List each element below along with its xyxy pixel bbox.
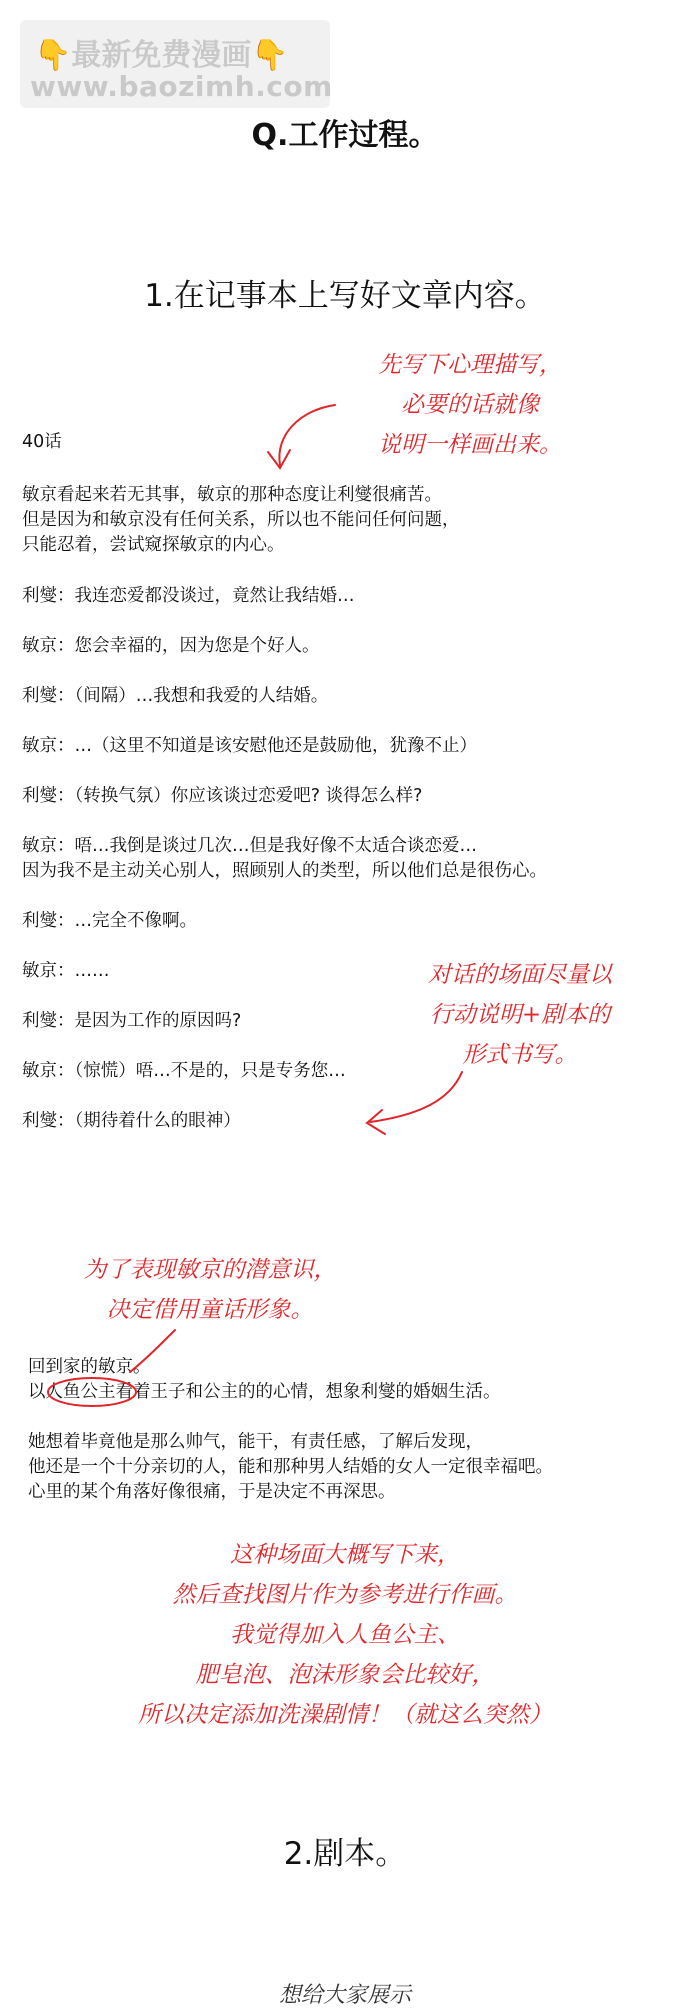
note3-line1: 为了表现敏京的潜意识， (83, 1257, 337, 1283)
handwritten-note-3 (40, 1250, 380, 1330)
note3-line2: 决定借用童话形象。 (106, 1297, 314, 1323)
note2-line3: 形式书写。 (462, 1042, 578, 1068)
dialogue-line: 利燮：我连恋爱都没谈过，竟然让我结婚… (22, 586, 355, 606)
note4-line3: 我觉得加入人鱼公主、 (230, 1622, 460, 1648)
dialogue-line: 敏京：唔…我倒是谈过几次…但是我好像不太适合谈恋爱… (22, 836, 477, 856)
section1-title: 1.在记事本上写好文章内容。 (144, 278, 546, 314)
scene-line-2: 以人鱼公主看着王子和公主的的心情，想象利燮的婚姻生活。 (28, 1382, 501, 1402)
note2-line1: 对话的场面尽量以 (428, 962, 612, 988)
para1-line3: 只能忍着，尝试窥探敏京的内心。 (22, 535, 285, 555)
scene-line-1: 回到家的敏京。 (28, 1357, 151, 1377)
script-paragraph-1 (22, 483, 460, 558)
dialogue-line: 利燮：（转换气氛）你应该谈过恋爱吧? 谈得怎么样? (22, 786, 423, 806)
note1-line2: 必要的话就像 (401, 392, 539, 418)
dialogue-line: 敏京：…… (22, 961, 110, 981)
section2-title: 2.剧本。 (283, 1836, 407, 1872)
note4-line5: 所以决定添加洗澡剧情！（就这么突然） (138, 1702, 552, 1728)
dialogue-line: 利燮：是因为工作的原因吗? (22, 1011, 242, 1031)
note4-line1: 这种场面大概写下来， (230, 1542, 460, 1568)
handwritten-note-2 (370, 955, 670, 1075)
note4-line2: 然后查找图片作为参考进行作画。 (172, 1582, 518, 1608)
para1-line2: 但是因为和敏京没有任何关系，所以也不能问任何问题， (22, 510, 460, 530)
dialogue-line: 敏京：…（这里不知道是该安慰他还是鼓励他，犹豫不止） (22, 736, 477, 756)
bottom-partial-text: 想给大家展示 (278, 1983, 411, 2008)
note2-line2: 行动说明+剧本的 (429, 1002, 611, 1028)
para1-line1: 敏京看起来若无其事，敏京的那种态度让利燮很痛苦。 (22, 485, 442, 505)
handwritten-note-4 (0, 1535, 690, 1735)
episode-label: 40话 (22, 432, 62, 452)
dialogue-line: 敏京：（惊慌）唔…不是的，只是专务您… (22, 1061, 346, 1081)
scene-p2-line1: 她想着毕竟他是那么帅气，能干，有责任感，了解后发现， (28, 1432, 483, 1452)
watermark-line1: 👇最新免费漫画👇 (34, 38, 289, 73)
arrow-note2-head (367, 1110, 385, 1134)
dialogue-line: 利燮：（间隔）…我想和我爱的人结婚。 (22, 686, 329, 706)
arrow-note1-head (268, 450, 290, 468)
watermark-url: www.baozimh.com (30, 70, 333, 103)
scene-p2-line3: 心里的某个角落好像很痛，于是决定不再深思。 (28, 1482, 396, 1502)
scene-p2-line2: 他还是一个十分亲切的人，能和那种男人结婚的女人一定很幸福吧。 (28, 1457, 553, 1477)
scene-paragraph-2 (28, 1430, 553, 1505)
dialogue-line: 利燮：…完全不像啊。 (22, 911, 197, 931)
note1-line1: 先写下心理描写， (378, 352, 562, 378)
handwritten-note-1 (320, 345, 620, 465)
dialogue-line: 利燮：（期待着什么的眼神） (22, 1111, 241, 1131)
note4-line4: 肥皂泡、泡沫形象会比较好， (195, 1662, 495, 1688)
dialogue-line: 敏京：您会幸福的，因为您是个好人。 (22, 636, 320, 656)
note1-line3: 说明一样画出来。 (378, 432, 562, 458)
page-heading: Q.工作过程。 (251, 118, 439, 153)
arrow-note2 (370, 1072, 462, 1122)
dialogue-line: 因为我不是主动关心别人，照顾别人的类型，所以他们总是很伤心。 (22, 861, 547, 881)
